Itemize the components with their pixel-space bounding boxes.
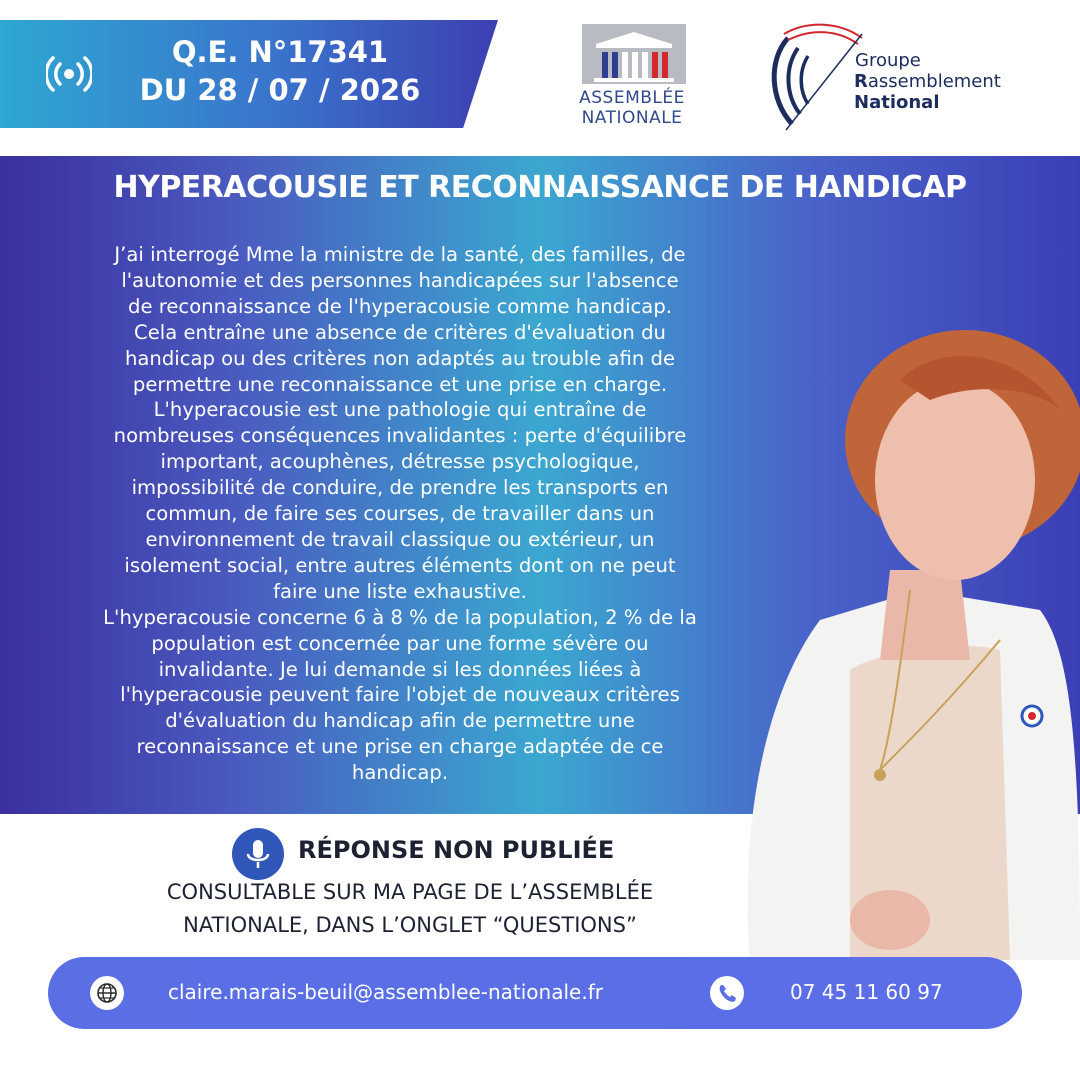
hemicycle-icon [582, 24, 686, 84]
contact-phone-link[interactable]: 07 45 11 60 97 [790, 980, 943, 1004]
assemblee-nationale-wordmark: ASSEMBLÉE NATIONALE [579, 88, 685, 128]
question-date: DU 28 / 07 / 2026 [139, 73, 421, 107]
broadcast-icon [46, 52, 92, 96]
contact-email-link[interactable]: claire.marais-beuil@assemblee-nationale.fr [168, 980, 603, 1004]
groupe-rn-logo [758, 20, 1028, 132]
question-body: J’ai interrogé Mme la ministre de la santé, des familles, de l'autonomie et des personnes handicapées sur l'absence de reconnaissance de l'hyperacousie comme handicap. Cela entraîne une absence de critères d'évaluation du handicap ou des critères non adaptés au trouble afin de permettre une reconnaissance et une prise en charge. L'hyperacousie est une pathologie qui entraîne de nombreuses conséquences invalidantes : perte d'équilibre important, acouphènes, détresse psychologique, impossibilité de conduire, de prendre les transports en commun, de faire ses courses, de travailler dans un environnement de travail classique ou extérieur, un isolement social, entre autres éléments dont on ne peut faire une liste exhaustive. L'hyperacousie concerne 6 à 8 % de la population, 2 % de la population est concernée par une forme sévère ou invalidante. Je lui demande si les données liées à l'hyperacousie peuvent faire l'objet de nouveaux critères d'évaluation du handicap afin de permettre une reconnaissance et une prise en charge adaptée de ce handicap. [103, 243, 697, 785]
question-reference [130, 33, 430, 109]
question-number: Q.E. N°17341 [171, 35, 389, 69]
reply-note: CONSULTABLE SUR MA PAGE DE L’ASSEMBLÉE NATIONALE, DANS L’ONGLET “QUESTIONS” [166, 880, 654, 937]
deputy-portrait [740, 320, 1080, 960]
reply-status: RÉPONSE NON PUBLIÉE [298, 836, 615, 864]
assemblee-nationale-logo [570, 24, 694, 132]
globe-icon [90, 976, 124, 1010]
microphone-icon [232, 828, 284, 880]
flame-mark-icon [758, 20, 868, 132]
groupe-rn-wordmark: Groupe Rassemblement National [854, 50, 1001, 113]
phone-icon [710, 976, 744, 1010]
question-title: HYPERACOUSIE ET RECONNAISSANCE DE HANDICAP [113, 170, 967, 205]
